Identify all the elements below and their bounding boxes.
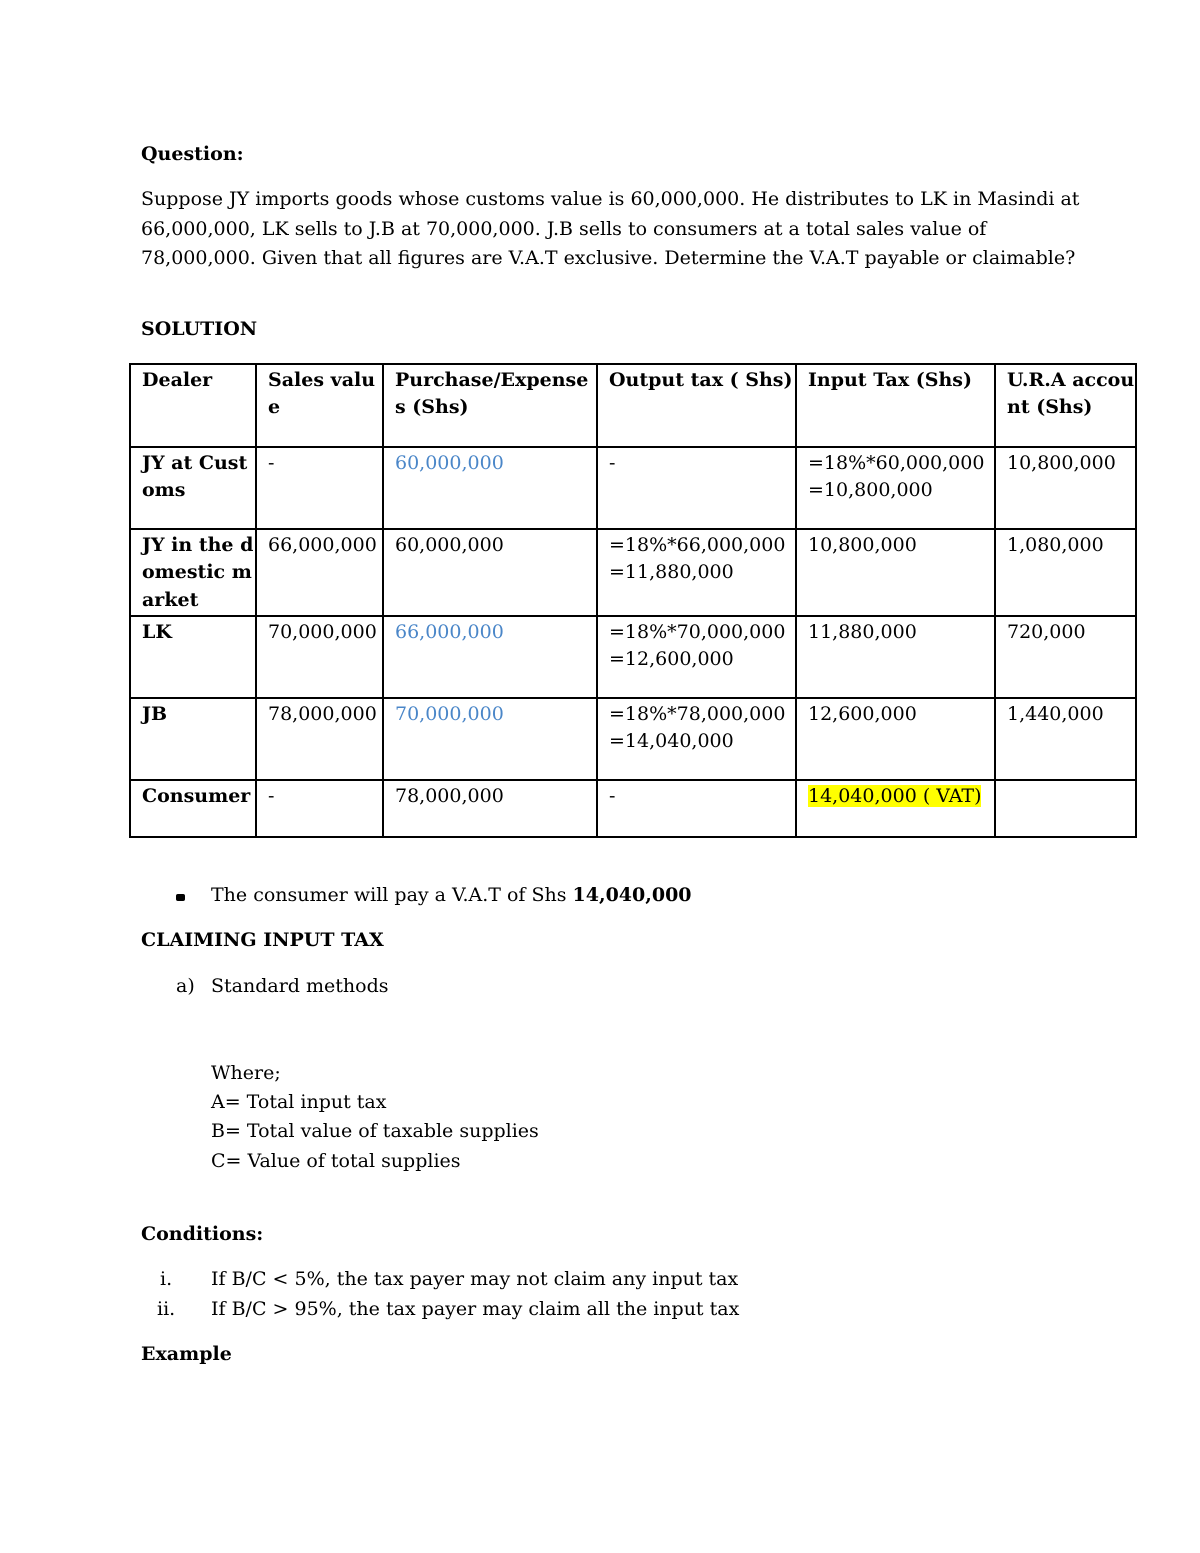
ura-cell: 1,080,000 [995,529,1136,616]
condition-marker: ii. [157,1298,176,1320]
sales-cell: 66,000,000 [256,529,383,616]
output-cell: - [597,447,796,529]
condition-text: If B/C < 5%, the tax payer may not claim any input tax [211,1268,739,1290]
purchase-cell: 66,000,000 [383,616,597,698]
header-input-tax: Input Tax (Shs) [796,364,995,447]
purchase-cell: 70,000,000 [383,698,597,780]
purchase-cell: 60,000,000 [383,529,597,616]
input-cell: 10,800,000 [796,529,995,616]
bullet-amount: 14,040,000 [572,884,692,906]
sales-cell: - [256,780,383,837]
table-row [130,447,1136,529]
ura-cell: 720,000 [995,616,1136,698]
claiming-heading: CLAIMING INPUT TAX [141,929,384,951]
solution-heading: SOLUTION [141,318,258,340]
dealer-cell: Consumer [130,780,256,837]
vat-highlight: 14,040,000 ( VAT) [808,785,982,807]
table-row [130,616,1136,698]
where-line: Where; [211,1062,281,1084]
dealer-cell: JB [130,698,256,780]
bullet-item [211,884,692,906]
question-heading: Question: [141,143,244,165]
conditions-heading: Conditions: [141,1223,264,1245]
header-purchase: Purchase/Expenses (Shs) [383,364,597,447]
purchase-cell: 60,000,000 [383,447,597,529]
table-header-row [130,364,1136,447]
dealer-cell: JY in the domestic market [130,529,256,616]
header-output-tax: Output tax ( Shs) [597,364,796,447]
table-row [130,698,1136,780]
header-sales-value: Sales value [256,364,383,447]
output-cell: =18%*66,000,000 =11,880,000 [597,529,796,616]
sales-cell: 78,000,000 [256,698,383,780]
condition-marker: i. [160,1268,173,1290]
sales-cell: - [256,447,383,529]
dealer-cell: LK [130,616,256,698]
vat-table [129,363,1137,838]
where-line: A= Total input tax [211,1091,387,1113]
ura-cell: 10,800,000 [995,447,1136,529]
where-line: B= Total value of taxable supplies [211,1120,539,1142]
bullet-text: The consumer will pay a V.A.T of Shs [211,884,573,906]
bullet-icon [176,894,185,901]
input-cell: =18%*60,000,000 =10,800,000 [796,447,995,529]
ura-cell: 1,440,000 [995,698,1136,780]
ura-cell [995,780,1136,837]
question-text: Suppose JY imports goods whose customs value is 60,000,000. He distributes to LK in Masindi at 66,000,000, LK sells to J.B at 70,000,000. J.B sells to consumers at a total sales value of 78,000,000. Given that all figures are V.A.T exclusive. Determine the V.A.T payable or claimable? [141,188,1080,269]
where-line: C= Value of total supplies [211,1150,461,1172]
table-row [130,780,1136,837]
input-cell: 12,600,000 [796,698,995,780]
output-cell: =18%*78,000,000 =14,040,000 [597,698,796,780]
input-cell: 11,880,000 [796,616,995,698]
method-text: Standard methods [211,975,389,997]
dealer-cell: JY at Customs [130,447,256,529]
header-dealer: Dealer [130,364,256,447]
header-ura-account: U.R.A account (Shs) [995,364,1136,447]
sales-cell: 70,000,000 [256,616,383,698]
table-row [130,529,1136,616]
condition-text: If B/C > 95%, the tax payer may claim all the input tax [211,1298,740,1320]
input-cell [796,780,995,837]
example-heading: Example [141,1343,232,1365]
output-cell: =18%*70,000,000 =12,600,000 [597,616,796,698]
method-marker: a) [176,975,195,997]
purchase-cell: 78,000,000 [383,780,597,837]
output-cell: - [597,780,796,837]
